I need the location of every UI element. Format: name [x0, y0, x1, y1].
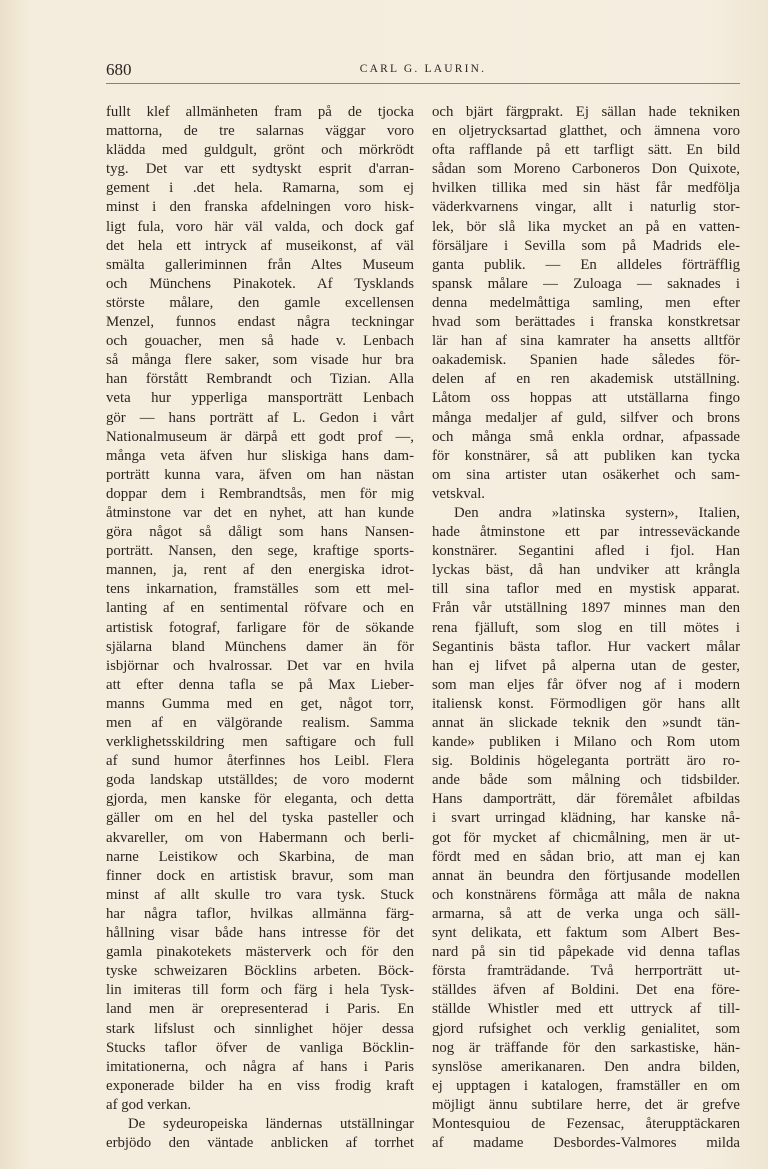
text-line: synt delikata, ett faktum som Albert Bes- [432, 925, 740, 942]
text-line: fördt med en sådan brio, att man ej kan [432, 848, 740, 865]
text-line: och Münchens Pinakotek. Af Tysklands [106, 275, 414, 292]
text-line: till sina taflor med en mystisk apparat. [432, 581, 740, 598]
text-line: störste målare, den gamle excellensen [106, 294, 414, 311]
text-line: annat än slickade teknik den »sundt tän- [432, 715, 740, 731]
text-line: verklighetsskildring men saftigare och full [106, 734, 414, 751]
text-line: han förstått Rembrandt och Tizian. Alla [106, 371, 414, 388]
page-number: 680 [106, 60, 132, 79]
text-line: ofta rafflande på ett tarfligt sätt. En bild [432, 142, 740, 159]
text-line: italiensk konst. Förmodligen gör hans allt [432, 695, 740, 712]
text-line: vetskval. [432, 485, 486, 502]
text-line: lin imiteras till form och färg i hela Tysk- [106, 982, 414, 999]
text-line: och många små enkla ordnar, afpassade [432, 428, 740, 445]
text-line: och konstnärens förmåga att måla de nakna [432, 886, 740, 903]
text-line: minst af allt skulle tro vara tysk. Stuck [106, 886, 414, 903]
text-line: för konstnärer, så att publiken kan tycka [432, 447, 740, 464]
text-line: ej upptagen i katalogen, framställer en om [432, 1077, 740, 1094]
text-line: erbjödo den väntade anblicken af torrhet [106, 1135, 414, 1152]
text-line: sådan som Moreno Carboneros Don Quixote, [432, 161, 740, 178]
text-line: tyske schweizaren Böcklins arbeten. Böck- [106, 963, 414, 980]
text-line: land men är orepresenterad i Paris. En [106, 1001, 414, 1018]
text-line: gjord rufsighet och verklig genialitet, som [432, 1020, 740, 1037]
text-line: så många flere saker, som visade hur bra [106, 352, 414, 369]
text-line: De sydeuropeiska ländernas utställningar [128, 1115, 414, 1132]
text-line: minst i den franska afdelningen voro hisk- [106, 199, 414, 216]
text-line: Hans damporträtt, där föremålet afbildas [432, 791, 740, 808]
left-column [106, 103, 414, 1153]
text-line: som man eljes får öfver nog af i modern [432, 676, 740, 693]
text-line: möjligt ännu subtilare herre, det är grefve [432, 1096, 740, 1113]
text-line: armarna, så att de verka unga och säll- [432, 905, 740, 922]
text-line: gäller om en hel del tyska pasteller och [106, 810, 414, 827]
text-line: fullt klef allmänheten fram på de tjocka [106, 104, 414, 120]
text-line: imitationerna, och några af hans i Paris [106, 1058, 414, 1075]
text-line: doppar dem i Rembrandtsås, men för mig [106, 485, 414, 502]
text-line: gör — hans porträtt af L. Gedon i vårt [106, 409, 414, 426]
header-rule [106, 83, 740, 84]
text-line: Segantinis bästa taflor. Hur vackert målar [432, 638, 740, 655]
text-line: manns Gumma med en get, något torr, [106, 695, 414, 712]
text-line: af madame Desbordes-Valmores milda [432, 1135, 740, 1152]
text-line: mannen, ja, rent af den energiska idrot- [106, 562, 414, 579]
text-line: annat än beundra den förtjusande modellen [432, 867, 740, 884]
text-line: tyg. Det var ett sydtyskt esprit d'arran- [106, 161, 414, 178]
text-line: af god verkan. [106, 1096, 192, 1113]
text-line: många medaljer af guld, silfver och brons [432, 409, 740, 426]
text-line: narne Leistikow och Skarbina, de man [106, 848, 414, 865]
text-line: Den andra »latinska systern», Italien, [454, 504, 740, 521]
text-line: Menzel, funnos endast några teckningar [106, 314, 414, 331]
text-line: första framträdande. Två herrporträtt ut- [432, 963, 740, 980]
text-line: har några taflor, hvilkas allmänna färg- [106, 905, 414, 922]
text-line: artistisk fotograf, farligare för de sökande [106, 619, 414, 636]
text-line: lek, bör slå lika mycket an på en vatten- [432, 218, 740, 235]
text-line: lyckas bäst, då han undviker att krångla [432, 562, 740, 579]
text-line: gement i .det hela. Ramarna, som ej [106, 180, 414, 197]
text-line: konstnärer. Segantini afled i fjol. Han [432, 543, 740, 560]
text-line: got för mycket af chicmålning, men är ut- [432, 829, 740, 846]
text-line: hade åtminstone ett par intresseväckande [432, 524, 740, 541]
text-line: smälta galleriminnen från Altes Museum [106, 256, 414, 273]
text-line: Stucks taflor öfver de vanliga Böcklin- [106, 1039, 414, 1056]
text-line: delen af en ren akademisk utställning. [432, 371, 740, 388]
text-line: Låtom oss hoppas att utställarna fingo [432, 390, 740, 407]
text-line: och bjärt färgprakt. Ej sällan hade tekniken [432, 104, 740, 120]
text-line: lär han af sina kamrater ha ansetts alltför [432, 333, 740, 350]
text-line: det hela ett intryck af museikonst, af väl [106, 237, 414, 254]
text-line: om sina artister utan osäkerhet och sam- [432, 466, 740, 483]
text-line: göra något så dåligt som hans Nansen- [106, 524, 414, 541]
text-line: ställde Whistler med ett uttryck af till- [432, 1001, 740, 1018]
text-line: hållning visar både hans intresse för det [106, 925, 414, 942]
running-title: CARL G. LAURIN. [359, 63, 487, 75]
text-line: lanting af en sentimental röfvare och en [106, 600, 414, 617]
text-line: mattorna, de tre salarnas väggar voro [106, 123, 414, 140]
text-line: synslöse amerikanaren. Den andra bilden, [432, 1058, 740, 1075]
text-line: oakademisk. Spanien hade således för- [432, 352, 740, 369]
text-line: tens inkarnation, framställes som ett mel- [106, 581, 414, 598]
text-line: Nationalmuseum är därpå ett godt prof —, [106, 428, 414, 445]
text-line: Montesquiou de Fezensac, återupptäckaren [432, 1115, 740, 1132]
text-line: ligt fula, voro här väl valda, och dock gaf [106, 218, 414, 235]
text-line: gjorda, men kanske för eleganta, och detta [106, 791, 414, 808]
text-line: men af en välgörande realism. Samma [106, 715, 414, 731]
text-line: rena fjälluft, som slog en till mötes i [432, 619, 740, 636]
text-line: nard på sin tid påpekade vid denna taflas [432, 944, 740, 961]
text-line: gamla pinakotekets mästerverk och för den [106, 944, 414, 961]
text-line: akvareller, om von Habermann och berli- [106, 829, 414, 846]
text-line: denna medelmåttiga samling, men efter [432, 294, 740, 311]
text-line: veta hur ypperliga mansporträtt Lenbach [106, 390, 414, 407]
text-line: klädda med guldgult, grönt och mörkrödt [106, 142, 414, 159]
text-line: nog är träffande för den sarkastiske, hän- [432, 1039, 740, 1056]
text-line: själarna bland Münchens damer än för [106, 638, 414, 655]
text-line: många veta äfven hur sliskiga hans dam- [106, 447, 414, 464]
text-line: en oljetrycksartad glatthet, och ämnena voro [432, 123, 740, 140]
text-line: försäljare i Sevilla som på Madrids ele- [432, 237, 740, 254]
text-line: exponerade bilder ha en viss frodig kraft [106, 1077, 414, 1094]
text-line: i svart urringad klädning, har kanske nå- [432, 810, 740, 827]
text-line: hvilken tillika med sin häst får medfölja [432, 180, 740, 197]
text-line: finner dock en artistisk bravur, som man [106, 867, 414, 884]
text-line: och gouacher, men så hade v. Lenbach [106, 333, 414, 350]
text-line: porträtt kunna vara, äfven om han nästan [106, 466, 414, 483]
text-line: stark lifslust och sinnlighet höjer dessa [106, 1020, 414, 1037]
text-line: ganta publik. — En alldeles förträfflig [432, 256, 740, 273]
text-line: porträtt. Nansen, den sege, kraftige sports- [106, 543, 414, 560]
text-line: goda landskap utställdes; de voro modernt [106, 772, 414, 789]
text-line: isbjörnar och hvalrossar. Det var en hvila [106, 657, 414, 674]
text-line: ställdes äfven af Boldini. Det ena före- [432, 982, 740, 999]
text-line: väderkvarnens vingar, allt i naturlig stor- [432, 199, 740, 216]
right-column [432, 103, 740, 1153]
text-line: kande» publiken i Milano och Rom utom [432, 734, 740, 751]
text-line: att efter denna tafla se på Max Lieber- [106, 676, 414, 693]
text-line: hvad som berättades i franska konstkretsar [432, 314, 740, 331]
text-line: sig. Boldinis högeleganta porträtt äro ro- [432, 753, 740, 770]
page-header [106, 60, 740, 84]
text-line: han ej lifvet på alperna utan de gester, [432, 657, 740, 674]
text-line: åtminstone var det en nyhet, att han kunde [106, 504, 414, 521]
text-line: Från vår utställning 1897 minnes man den [432, 600, 740, 617]
text-line: ande både som målning och tidsbilder. [432, 772, 740, 789]
text-line: af sund humor återfinnes hos Leibl. Flera [106, 753, 414, 770]
text-line: spansk målare — Zuloaga — saknades i [432, 275, 740, 292]
